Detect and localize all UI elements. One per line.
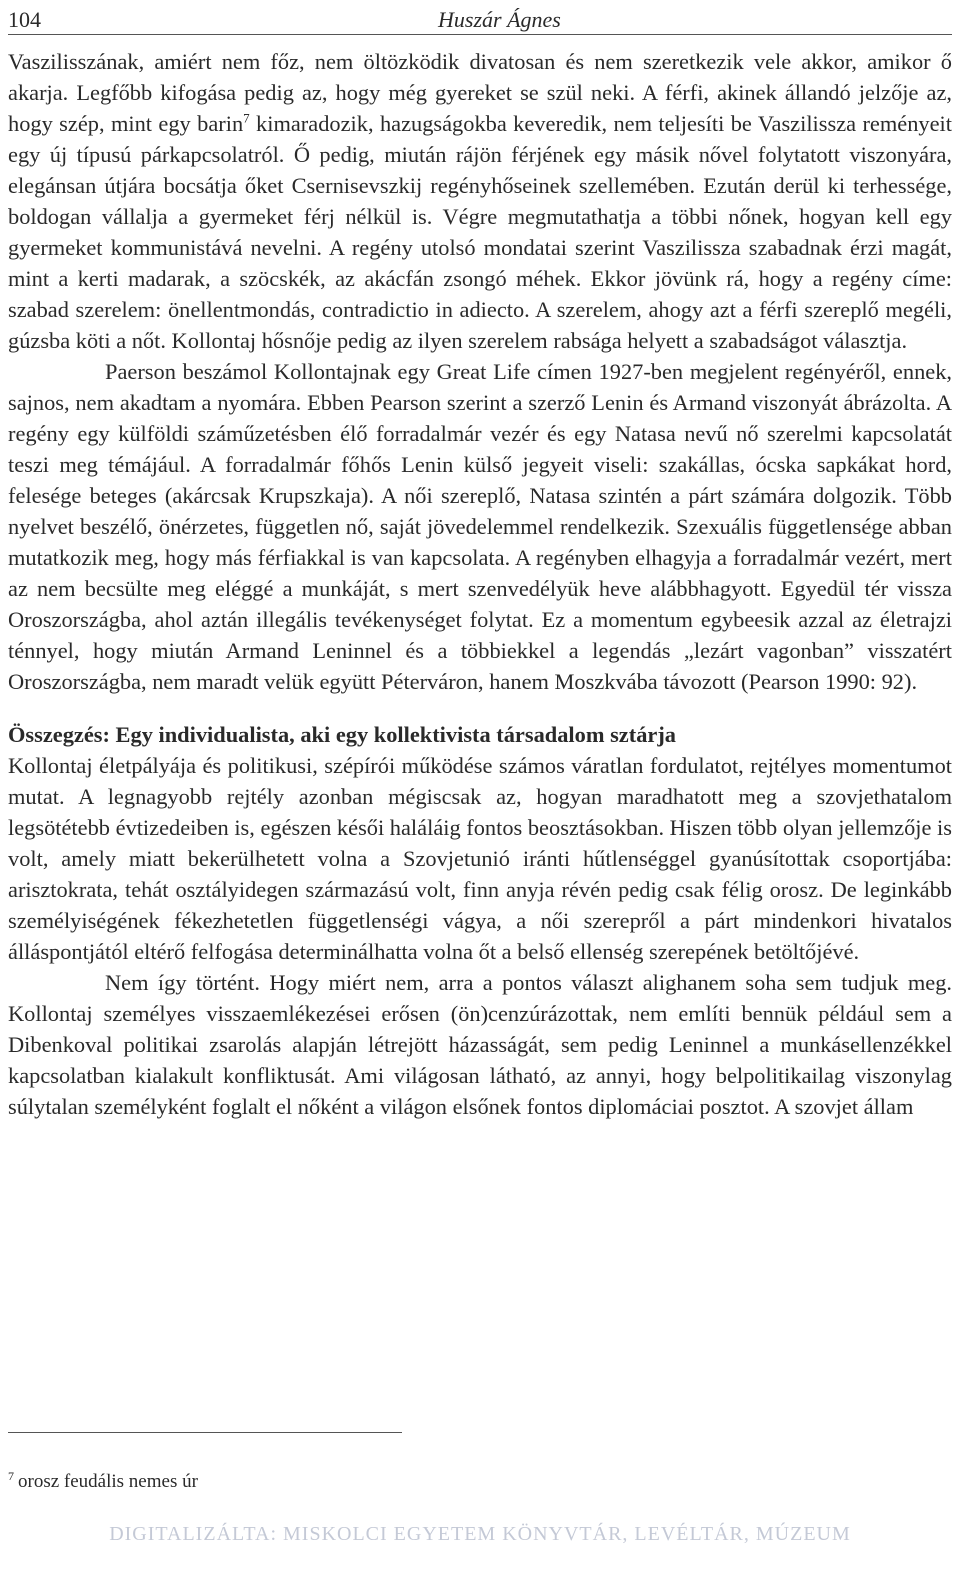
digitization-watermark: DIGITALIZÁLTA: MISKOLCI EGYETEM KÖNYVTÁR, LEVÉLTÁR, MÚZEUM [109, 1523, 851, 1545]
page-number: 104 [8, 7, 41, 32]
running-title: Huszár Ágnes [438, 7, 561, 32]
paragraph: Kollontaj életpályája és politikusi, szépírói működése számos váratlan fordulatot, rejtélyes momentumot mutat. A legnagyobb rejtély azonban mégiscsak az, hogyan maradhatott meg a szovjethatalom legsötétebb évtizedeiben is, egészen késői haláláig fontos beosztásokban. Hiszen több olyan jellemzője is volt, amely miatt bekerülhetett volna a Szovjetunió iránti hűtlenséggel gyanúsítottak csoportjába: arisztokrata, tehát osztályidegen származású volt, finn anyja révén pedig csak félig orosz. De leginkább személyiségének fékezhetetlen függetlenségi vágya, a női szerepről a párt mindenkori hivatalos álláspontjától eltérő felfogása determinálhatta volna őt a belső ellenség szerepének betöltőjévé. [8, 753, 952, 964]
paragraph: Nem így történt. Hogy miért nem, arra a pontos választ alighanem soha sem tudjuk meg. Kollontaj személyes visszaemlékezései erősen (ön)cenzúrázottak, nem említi bennük például sem a Dibenkoval politikai zsarolás alapján létrejött házasságát, sem pedig Leninnel a munkásellenzékkel kapcsolatban kialakult konfliktusát. Ami világosan látható, az annyi, hogy belpolitikailag viszonylag súlytalan személyként foglalt el nőként a világon elsőnek fontos diplomáciai posztot. A szovjet állam [8, 970, 952, 1119]
footnote-divider [8, 1432, 402, 1433]
section-heading: Összegzés: Egy individualista, aki egy kollektivista társadalom sztárja [8, 722, 676, 747]
running-header [8, 4, 952, 35]
footnote-reference[interactable]: 7 [243, 110, 250, 126]
paragraph: Paerson beszámol Kollontajnak egy Great Life címen 1927-ben megjelent regényéről, ennek, sajnos, nem akadtam a nyomára. Ebben Pearson szerint a szerző Lenin és Armand viszonyát ábrázolta. A regény egy külföldi száműzetésben élő forradalmár vezér és egy Natasa nevű nő szerelmi kapcsolatát teszi meg témájául. A forradalmár főhős Lenin külső jegyeit viseli: szakállas, ócska sapkákat hord, felesége beteges (akárcsak Krupszkaja). A női szereplő, Natasa szintén a párt számára dolgozik. Több nyelvet beszélő, önérzetes, független nő, saját jövedelemmel rendelkezik. Szexuális függetlensége abban mutatkozik meg, hogy más férfiakkal is van kapcsolata. A regényben elhagyja a forradalmár vezért, mert az nem becsülte meg eléggé a munkáját, s mert szenvedélyük heve alábbhagyott. Egyedül tér vissza Oroszországba, ahol aztán illegális tevékenységet folytat. Ez a momentum egybeesik azzal az életrajzi ténnyel, hogy miután Armand Leninnel és a többiekkel a legendás „lezárt vagonban” visszatért Oroszországba, nem maradt velük együtt Péterváron, hanem Moszkvába távozott (Pearson 1990: 92). [8, 359, 952, 694]
footnote-text: orosz feudális nemes úr [18, 1471, 198, 1492]
body-text [8, 46, 952, 1122]
paragraph [8, 46, 952, 356]
paragraph-text: Vaszilisszának, amiért nem főz, nem öltözködik divatosan és nem szeretkezik vele akkor, amikor ő akarja. Legfőbb kifogása pedig az, hogy még gyereket se szül neki. A férfi, akinek állandó jelzője az, hogy szép, mint egy barin [8, 49, 952, 136]
paragraph-text: kimaradozik, hazugságokba keveredik, nem teljesíti be Vaszilissza reményeit egy új típusú párkapcsolatról. Ő pedig, miután rájön férjének egy másik nővel folytatott viszonyára, elegánsan útjára bocsátja őket Csernisevszkij regényhőseinek szellemében. Ezután derül ki terhessége, boldogan vállalja a gyermeket férj nélkül is. Végre megmutathatja a többi nőnek, hogyan kell egy gyermeket kommunistává nevelni. A regény utolsó mondatai szerint Vaszilissza szabadnak érzi magát, mint a kerti madarak, a szöcskék, az akácfán zsongó méhek. Ekkor jövünk rá, hogy a regény címe: szabad szerelem: önellentmondás, contradictio in adiecto. A szerelem, ahogy azt a férfi szereplő megéli, gúzsba köti a nőt. Kollontaj hősnője pedig az ilyen szerelem rabsága helyett a szabadságot választja. [8, 111, 952, 353]
footnote-mark: 7 [8, 1468, 14, 1483]
footnote [8, 1470, 198, 1494]
